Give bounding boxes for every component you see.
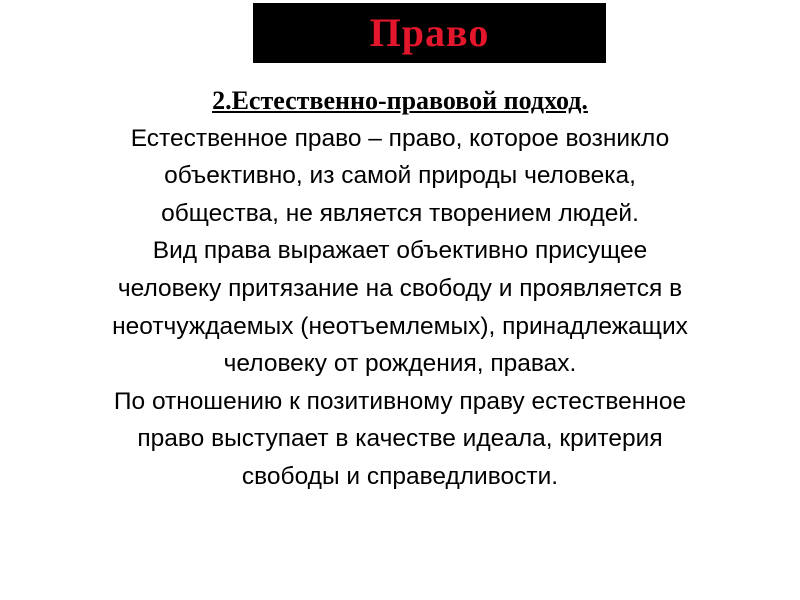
- body-line: Естественное право – право, которое возникло: [130, 124, 670, 152]
- body-line: общества, не является творением людей.: [161, 199, 639, 227]
- body-line: человеку от рождения, правах.: [223, 350, 577, 378]
- body-line: Вид права выражает объективно присущее: [152, 237, 648, 265]
- slide-title: Право: [369, 10, 490, 55]
- body-line: человеку притязание на свободу и проявляется в: [117, 274, 683, 302]
- body-line: объективно, из самой природы человека,: [164, 162, 636, 190]
- body-line: неотчуждаемых (неотъемлемых), принадлежащих: [112, 312, 688, 340]
- body-line: право выступает в качестве идеала, критерия: [137, 425, 663, 453]
- slide-body: [0, 82, 800, 496]
- section-heading: 2.Естественно-правовой подход.: [212, 86, 588, 115]
- title-bar: [253, 3, 606, 63]
- body-line: По отношению к позитивному праву естественное: [113, 387, 687, 415]
- body-line: свободы и справедливости.: [241, 462, 559, 490]
